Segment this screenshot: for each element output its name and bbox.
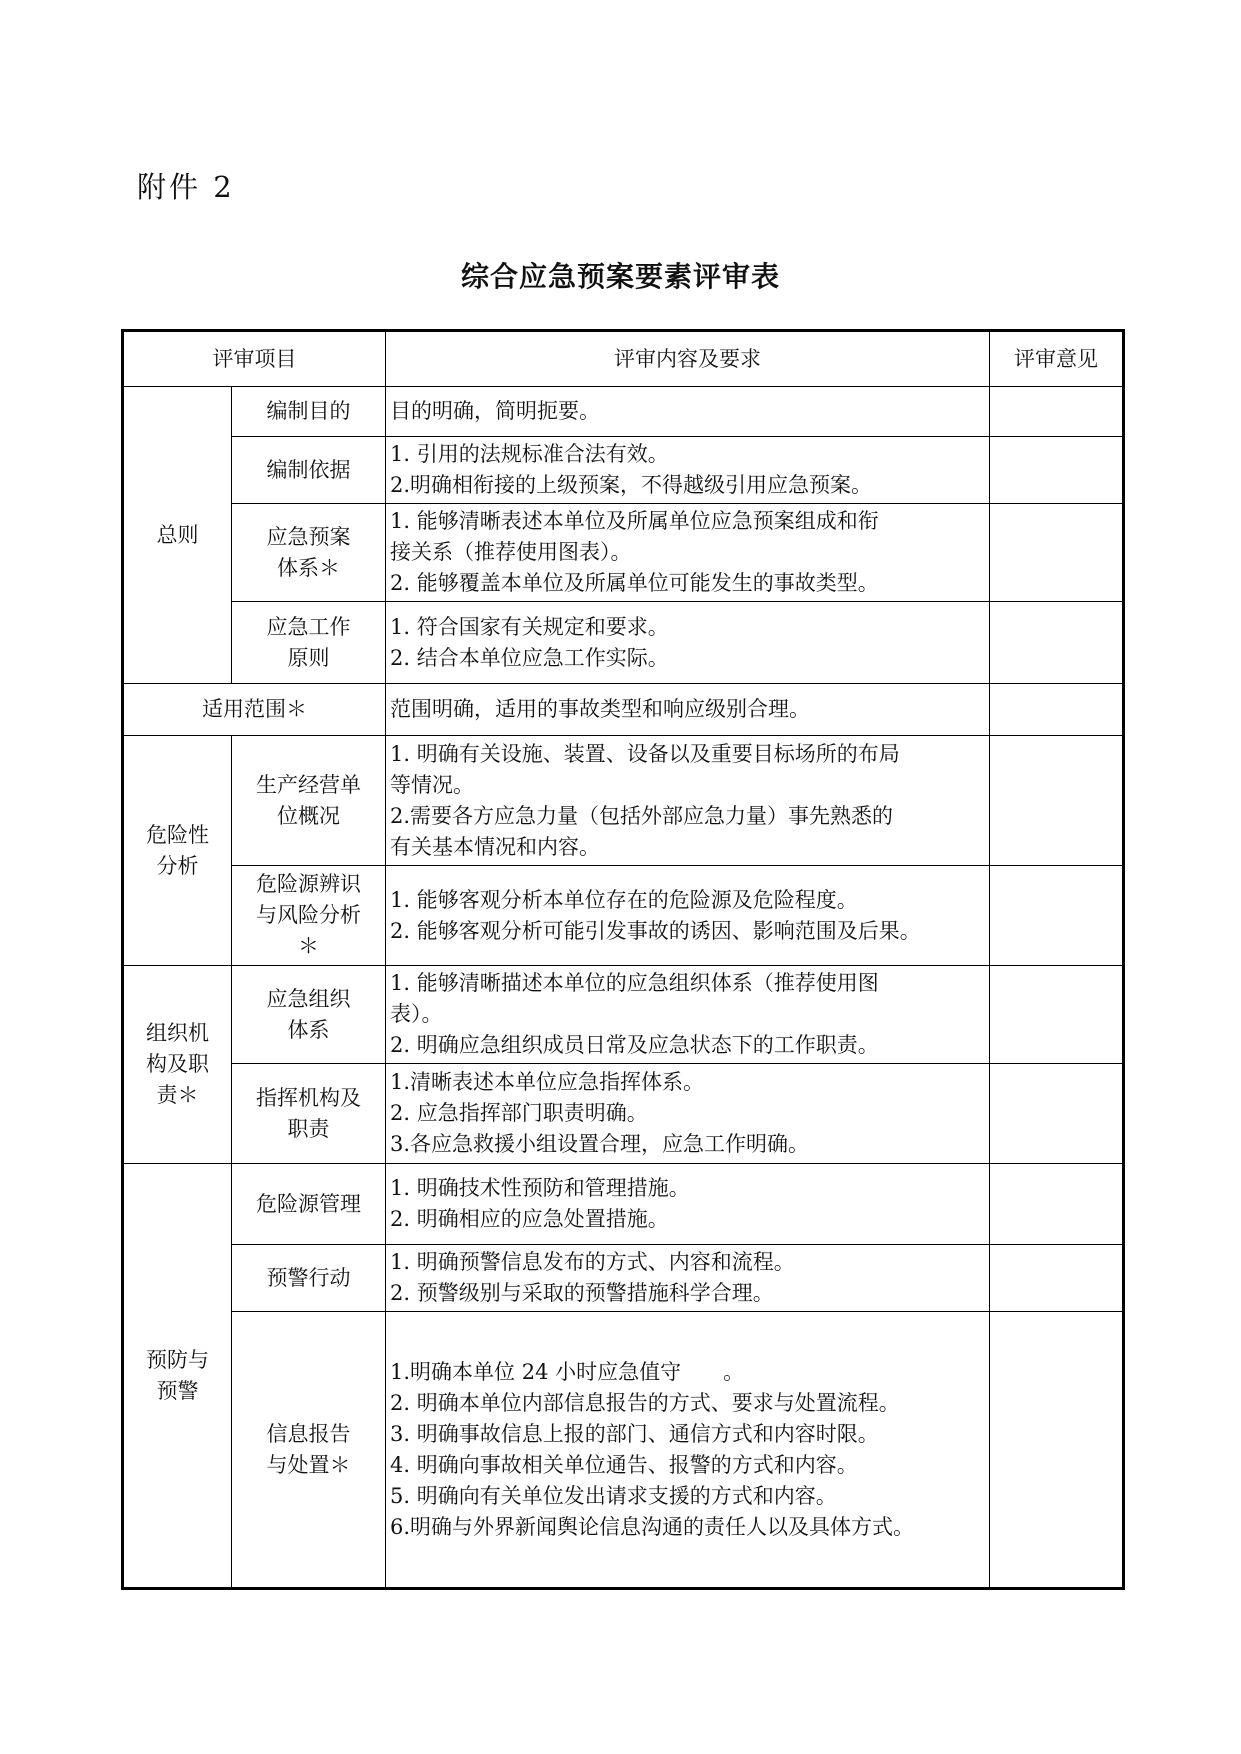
section-general: 总则 [123,387,232,684]
opinion-cell[interactable] [990,504,1124,602]
table-row [123,1245,1124,1312]
section-hazard: 危险性 分析 [123,736,232,966]
item-name: 指挥机构及 职责 [232,1064,386,1164]
document-title: 综合应急预案要素评审表 [460,260,780,293]
opinion-cell[interactable] [990,684,1124,736]
item-name: 应急预案 体系＊ [232,504,386,602]
item-name: 应急工作 原则 [232,602,386,684]
item-content: 1. 明确技术性预防和管理措施。 2. 明确相应的应急处置措施。 [386,1164,990,1245]
opinion-cell[interactable] [990,1312,1124,1589]
item-name: 危险源管理 [232,1164,386,1245]
item-content: 1. 引用的法规标准合法有效。 2.明确相衔接的上级预案，不得越级引用应急预案。 [386,437,990,504]
section-scope: 适用范围＊ [123,684,386,736]
opinion-cell[interactable] [990,387,1124,437]
item-name: 编制依据 [232,437,386,504]
table-row [123,1064,1124,1164]
table-row [123,966,1124,1064]
table-row [123,684,1124,736]
item-name: 应急组织 体系 [232,966,386,1064]
item-content: 1. 明确有关设施、装置、设备以及重要目标场所的布局 等情况。 2.需要各方应急力量（包括外部应急力量）事先熟悉的 有关基本情况和内容。 [386,736,990,866]
table-row [123,736,1124,866]
item-content: 范围明确，适用的事故类型和响应级别合理。 [386,684,990,736]
header-item: 评审项目 [123,331,386,387]
table-row [123,866,1124,966]
item-name: 生产经营单 位概况 [232,736,386,866]
opinion-cell[interactable] [990,966,1124,1064]
review-table [121,329,1125,1590]
item-name: 危险源辨识 与风险分析 ＊ [232,866,386,966]
table-row [123,387,1124,437]
item-content: 1. 能够清晰表述本单位及所属单位应急预案组成和衔 接关系（推荐使用图表）。 2. 能够覆盖本单位及所属单位可能发生的事故类型。 [386,504,990,602]
table-row [123,504,1124,602]
item-content: 目的明确，简明扼要。 [386,387,990,437]
opinion-cell[interactable] [990,1245,1124,1312]
item-content: 1.清晰表述本单位应急指挥体系。 2. 应急指挥部门职责明确。 3.各应急救援小组设置合理，应急工作明确。 [386,1064,990,1164]
section-organization: 组织机 构及职 责＊ [123,966,232,1164]
item-name: 编制目的 [232,387,386,437]
table-header-row [123,331,1124,387]
item-name: 预警行动 [232,1245,386,1312]
item-content: 1. 明确预警信息发布的方式、内容和流程。 2. 预警级别与采取的预警措施科学合理。 [386,1245,990,1312]
opinion-cell[interactable] [990,1164,1124,1245]
header-opinion: 评审意见 [990,331,1124,387]
item-content: 1. 能够客观分析本单位存在的危险源及危险程度。 2. 能够客观分析可能引发事故的诱因、影响范围及后果。 [386,866,990,966]
section-prevention: 预防与 预警 [123,1164,232,1589]
table-row [123,1164,1124,1245]
opinion-cell[interactable] [990,736,1124,866]
item-content: 1.明确本单位 24 小时应急值守 。 2. 明确本单位内部信息报告的方式、要求与处置流程。 3. 明确事故信息上报的部门、通信方式和内容时限。 4. 明确向事故相关单位通告、报警的方式和内容。 5. 明确向有关单位发出请求支援的方式和内容。 6.明确与外界新闻舆论信息沟通的责任人以及具体方式。 [386,1312,990,1589]
table-row [123,437,1124,504]
opinion-cell[interactable] [990,1064,1124,1164]
opinion-cell[interactable] [990,602,1124,684]
item-name: 信息报告 与处置＊ [232,1312,386,1589]
opinion-cell[interactable] [990,437,1124,504]
attachment-label: 附件 2 [137,170,235,204]
item-content: 1. 能够清晰描述本单位的应急组织体系（推荐使用图 表）。 2. 明确应急组织成员日常及应急状态下的工作职责。 [386,966,990,1064]
item-content: 1. 符合国家有关规定和要求。 2. 结合本单位应急工作实际。 [386,602,990,684]
table-row [123,602,1124,684]
opinion-cell[interactable] [990,866,1124,966]
header-content: 评审内容及要求 [386,331,990,387]
table-row [123,1312,1124,1589]
